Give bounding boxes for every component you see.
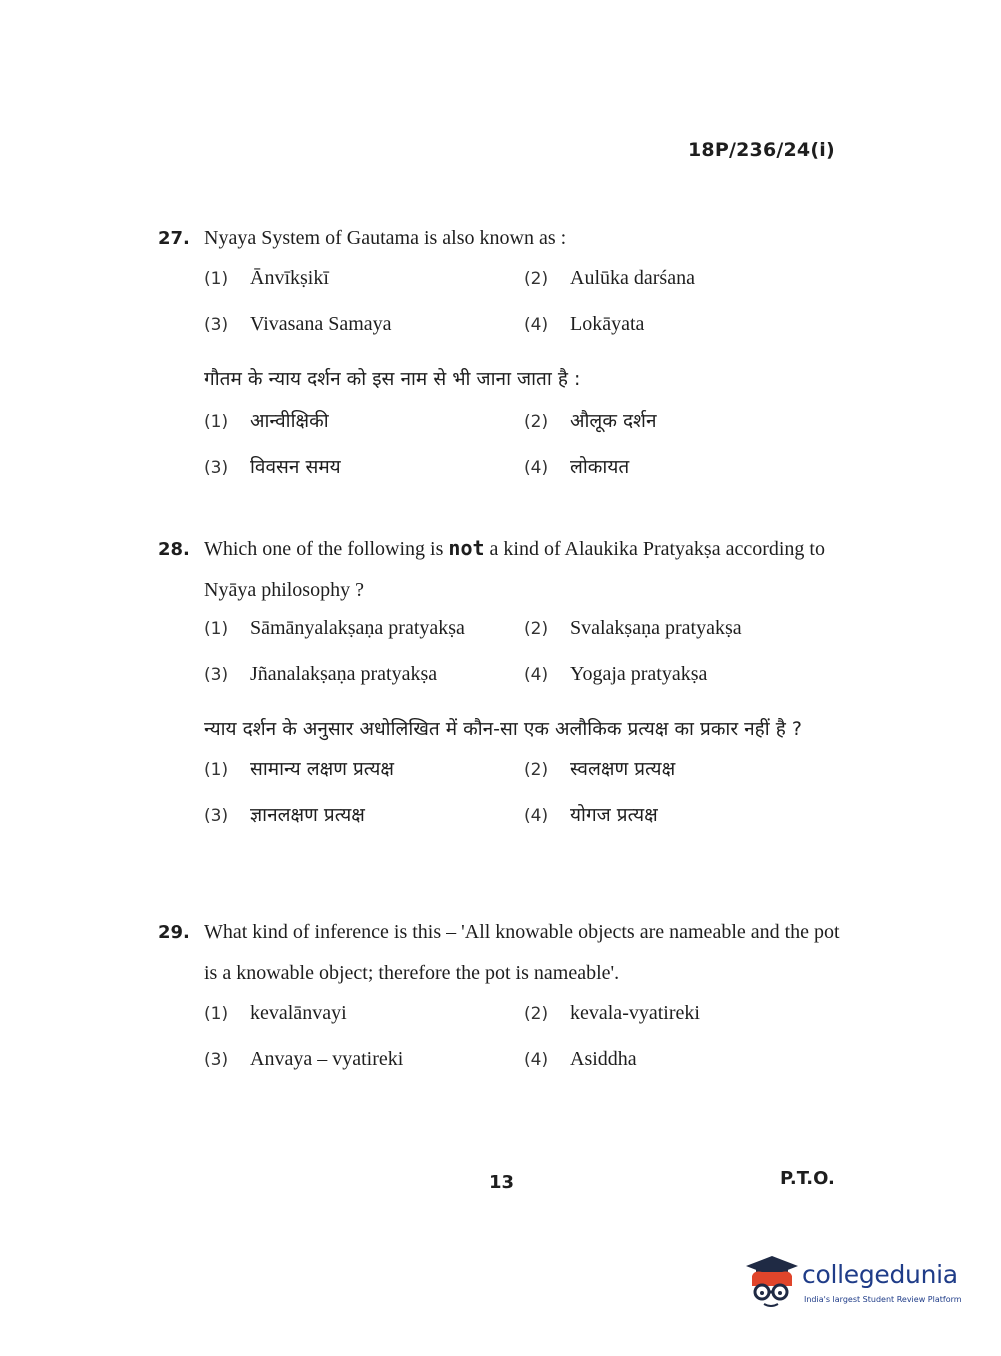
options-hi [204,407,848,489]
option-label: (2) [524,269,549,289]
option-label: (3) [204,458,229,478]
option-label: (1) [204,412,229,432]
option-label: (3) [204,315,229,335]
question-29 [158,912,848,1084]
option-text: Aulūka darśana [570,267,695,289]
option-1 [204,267,524,303]
option-text: ज्ञानलक्षण प्रत्यक्ष [250,804,365,826]
option-2 [524,1002,844,1038]
option-text: Sāmānyalakṣaṇa pratyakṣa [250,617,465,639]
option-label: (2) [524,760,549,780]
option-1-hi [204,755,524,791]
option-text: Vivasana Samaya [250,313,392,335]
option-text: kevala-vyatireki [570,1002,700,1024]
option-4-hi [524,801,844,837]
option-text: Svalakṣaṇa pratyakṣa [570,617,742,639]
option-label: (1) [204,269,229,289]
paper-code: 18P/236/24(i) [688,139,835,161]
question-text-en [204,528,840,611]
option-4 [524,1048,844,1084]
question-text-en: What kind of inference is this – 'All knowable objects are nameable and the pot is a knowable object; therefore the pot is nameable'. [204,921,840,984]
option-text: Ānvīkṣikī [250,267,329,289]
option-label: (4) [524,315,549,335]
option-3 [204,1048,524,1084]
collegedunia-logo [742,1252,972,1312]
option-3-hi [204,801,524,837]
question-27 [158,218,848,489]
option-label: (4) [524,458,549,478]
question-emphasis: not [448,536,485,560]
logo-wordmark: collegedunia [802,1260,958,1289]
option-1 [204,1002,524,1038]
question-28 [158,528,848,837]
question-text-hi: न्याय दर्शन के अनुसार अधोलिखित में कौन-सा एक अलौकिक प्रत्यक्ष का प्रकार नहीं है ? [204,718,802,740]
option-3-hi [204,453,524,489]
option-4 [524,313,844,349]
option-text: औलूक दर्शन [570,410,657,432]
option-label: (4) [524,1050,549,1070]
question-number: 29. [158,922,190,943]
option-label: (4) [524,806,549,826]
option-text: विवसन समय [250,456,341,478]
option-text: Asiddha [570,1048,637,1070]
option-2-hi [524,755,844,791]
option-2 [524,617,844,653]
question-text-part: a kind of Alaukika Pratyakṣa according to Nyāya philosophy ? [204,538,825,601]
options-en [204,1002,848,1084]
pto-label: P.T.O. [780,1168,835,1189]
option-text: kevalānvayi [250,1002,347,1024]
option-label: (2) [524,619,549,639]
option-text: सामान्य लक्षण प्रत्यक्ष [250,758,394,780]
option-text: आन्वीक्षिकी [250,410,329,432]
question-text-en: Nyaya System of Gautama is also known as : [204,227,567,249]
option-text: Anvaya – vyatireki [250,1048,404,1070]
option-text: Lokāyata [570,313,645,335]
question-text-part: Which one of the following is [204,538,449,560]
option-text: योगज प्रत्यक्ष [570,804,658,826]
option-4 [524,663,844,699]
option-text: Yogaja pratyakṣa [570,663,708,685]
options-en [204,267,848,349]
question-number: 27. [158,228,190,249]
option-label: (2) [524,412,549,432]
logo-tagline: India's largest Student Review Platform [804,1295,962,1304]
option-2-hi [524,407,844,443]
option-label: (1) [204,760,229,780]
option-4-hi [524,453,844,489]
option-label: (1) [204,619,229,639]
option-label: (3) [204,1050,229,1070]
option-text: Jñanalakṣaṇa pratyakṣa [250,663,438,685]
options-en [204,617,848,699]
option-3 [204,663,524,699]
options-hi [204,755,848,837]
option-1 [204,617,524,653]
question-number: 28. [158,539,190,560]
mascot-icon [742,1252,800,1312]
option-label: (2) [524,1004,549,1024]
option-label: (3) [204,806,229,826]
question-text-hi: गौतम के न्याय दर्शन को इस नाम से भी जाना जाता है : [204,368,581,390]
option-2 [524,267,844,303]
option-label: (3) [204,665,229,685]
page-number: 13 [489,1172,515,1193]
option-text: स्वलक्षण प्रत्यक्ष [570,758,676,780]
option-1-hi [204,407,524,443]
option-text: लोकायत [570,456,630,478]
option-label: (1) [204,1004,229,1024]
option-3 [204,313,524,349]
option-label: (4) [524,665,549,685]
